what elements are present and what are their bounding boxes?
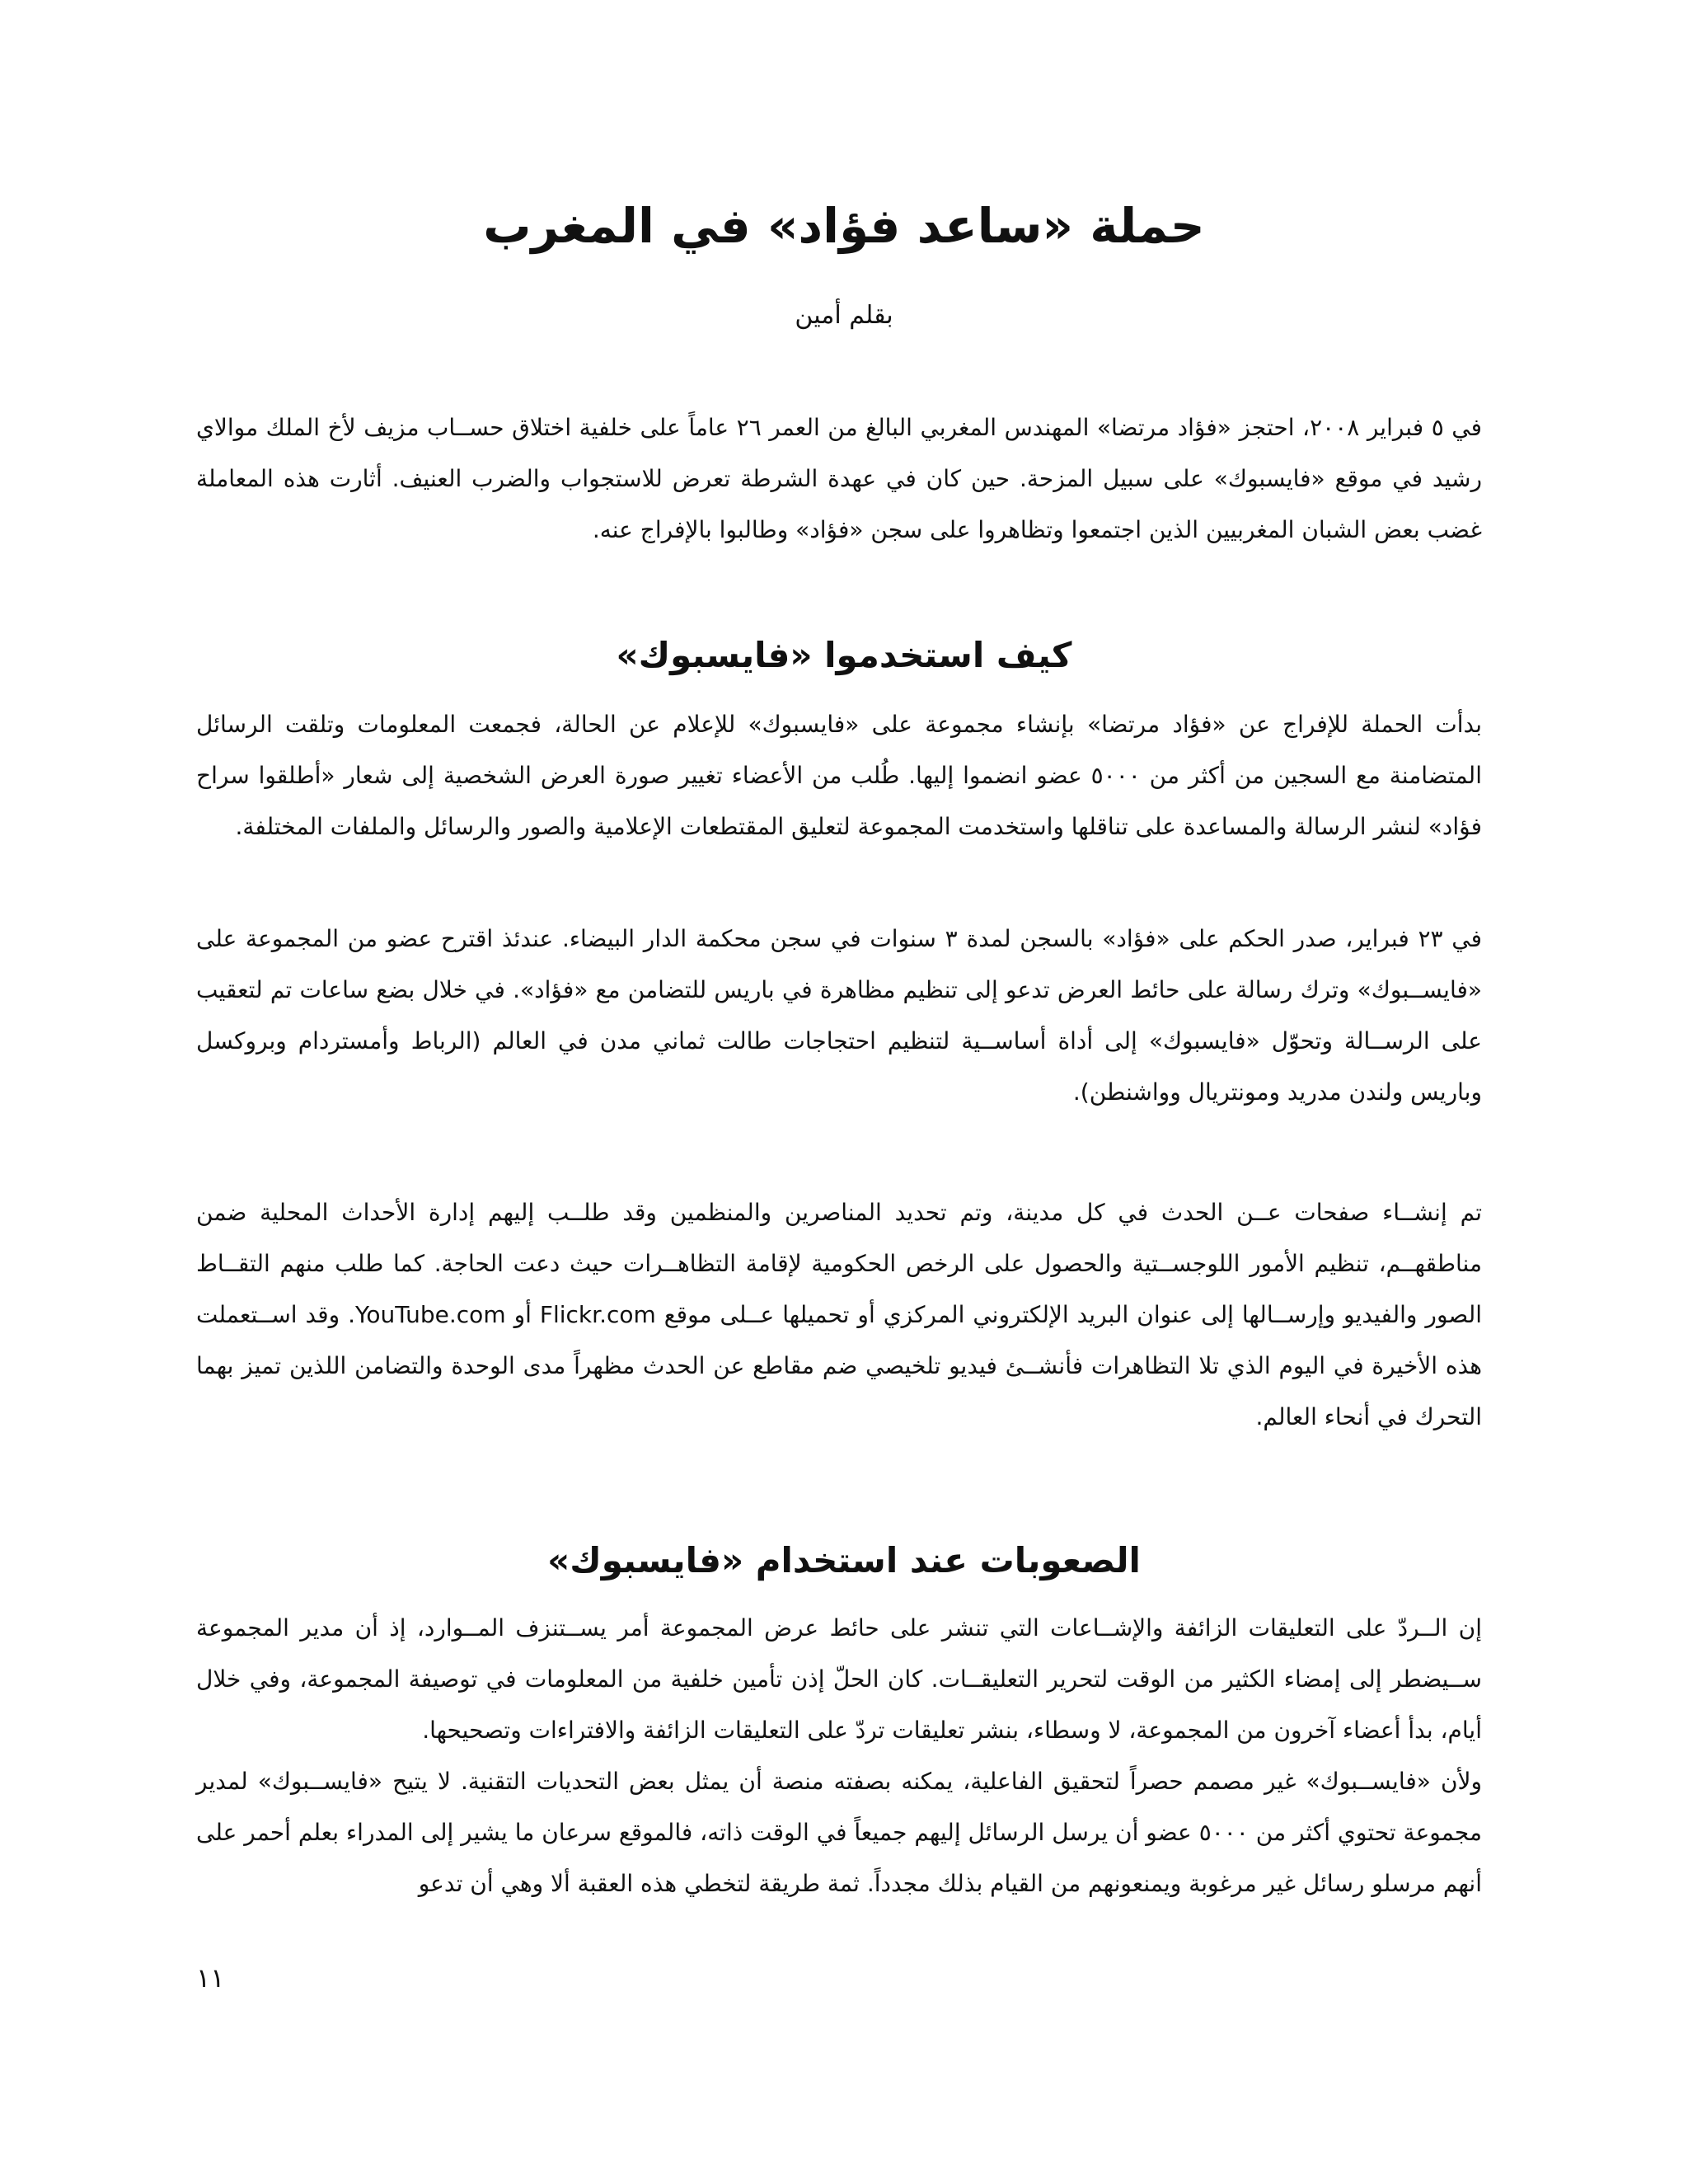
section-heading-difficulties: الصعوبات عند استخدام «فايسبوك» [547,1540,1141,1580]
article-title: حملة «ساعد فؤاد» في المغرب [483,198,1205,254]
page-number: ١١ [196,1962,225,1994]
section1-paragraph-3: تم إنشــاء صفحات عــن الحدث في كل مدينة، وتم تحديد المناصرين والمنظمين وقد طلــب إليهم إدارة الأحداث المحلية ضمن مناطقهــم، تنظيم الأمور اللوجســتية والحصول على الرخص الحكومية لإقامة التظاهــرات حيث دعت الحاجة. كما طلب منهم التقــاط الصور والفيديو وإرســالها إلى عنوان البريد الإلكتروني المركزي أو تحميلها عــلى موقع Flickr.com أو YouTube.com. وقد اســتعملت هذه الأخيرة في اليوم الذي تلا التظاهرات فأنشــئ فيديو تلخيصي ضم مقاطع عن الحدث مظهراً مدى الوحدة والتضامن اللذين تميز بهما التحرك في أنحاء العالم. [196,1199,1483,1430]
article-author: بقلم أمين [795,301,893,330]
section1-paragraph-1: بدأت الحملة للإفراج عن «فؤاد مرتضا» بإنشاء مجموعة على «فايسبوك» للإعلام عن الحالة، فجمعت المعلومات وتلقت الرسائل المتضامنة مع السجين من أكثر من ٥٠٠٠ عضو انضموا إليها. طُلب من الأعضاء تغيير صورة العرض الشخصية إلى شعار «أطلقوا سراح فؤاد» لنشر الرسالة والمساعدة على تناقلها واستخدمت المجموعة لتعليق المقتطعات الإعلامية والصور والرسائل والملفات المختلفة. [196,711,1482,840]
intro-paragraph: في ٥ فبراير ٢٠٠٨، احتجز «فؤاد مرتضا» المهندس المغربي البالغ من العمر ٢٦ عاماً على خلفية اختلاق حســاب مزيف لأخ الملك موالاي رشيد في موقع «فايسبوك» على سبيل المزحة. حين كان في عهدة الشرطة تعرض للاستجواب والضرب العنيف. أثارت هذه المعاملة غضب بعض الشبان المغربيين الذين اجتمعوا وتظاهروا على سجن «فؤاد» وطالبوا بالإفراج عنه. [196,414,1483,543]
section2-paragraph-2: ولأن «فايســبوك» غير مصمم حصراً لتحقيق الفاعلية، يمكنه بصفته منصة أن يمثل بعض التحديات التقنية. لا يتيح «فايســبوك» لمدير مجموعة تحتوي أكثر من ٥٠٠٠ عضو أن يرسل الرسائل إليهم جميعاً في الوقت ذاته، فالموقع سرعان ما يشير إلى المدراء بعلم أحمر على أنهم مرسلو رسائل غير مرغوبة ويمنعونهم من القيام بذلك مجدداً. ثمة طريقة لتخطي هذه العقبة ألا وهي أن تدعو [196,1768,1482,1897]
section1-paragraph-2: في ٢٣ فبراير، صدر الحكم على «فؤاد» بالسجن لمدة ٣ سنوات في سجن محكمة الدار البيضاء. عندئذ اقترح عضو من المجموعة على «فايســبوك» وترك رسالة على حائط العرض تدعو إلى تنظيم مظاهرة في باريس للتضامن مع «فؤاد». في خلال بضع ساعات تم لتعقيب على الرســالة وتحوّل «فايسبوك» إلى أداة أساســية لتنظيم احتجاجات طالت ثماني مدن في العالم (الرباط وأمستردام وبروكسل وباريس ولندن مدريد ومونتريال وواشنطن). [196,925,1482,1106]
section2-paragraph-1: إن الــردّ على التعليقات الزائفة والإشــاعات التي تنشر على حائط عرض المجموعة أمر يســتنزف المــوارد، إذ أن مدير المجموعة ســيضطر إلى إمضاء الكثير من الوقت لتحرير التعليقــات. كان الحلّ إذن تأمين خلفية من المعلومات في توصيفة المجموعة، وفي خلال أيام، بدأ أعضاء آخرون من المجموعة، لا وسطاء، بنشر تعليقات تردّ على التعليقات الزائفة والافتراءات وتصحيحها. [196,1614,1482,1744]
section-heading-how-used: كيف استخدموا «فايسبوك» [616,635,1072,675]
